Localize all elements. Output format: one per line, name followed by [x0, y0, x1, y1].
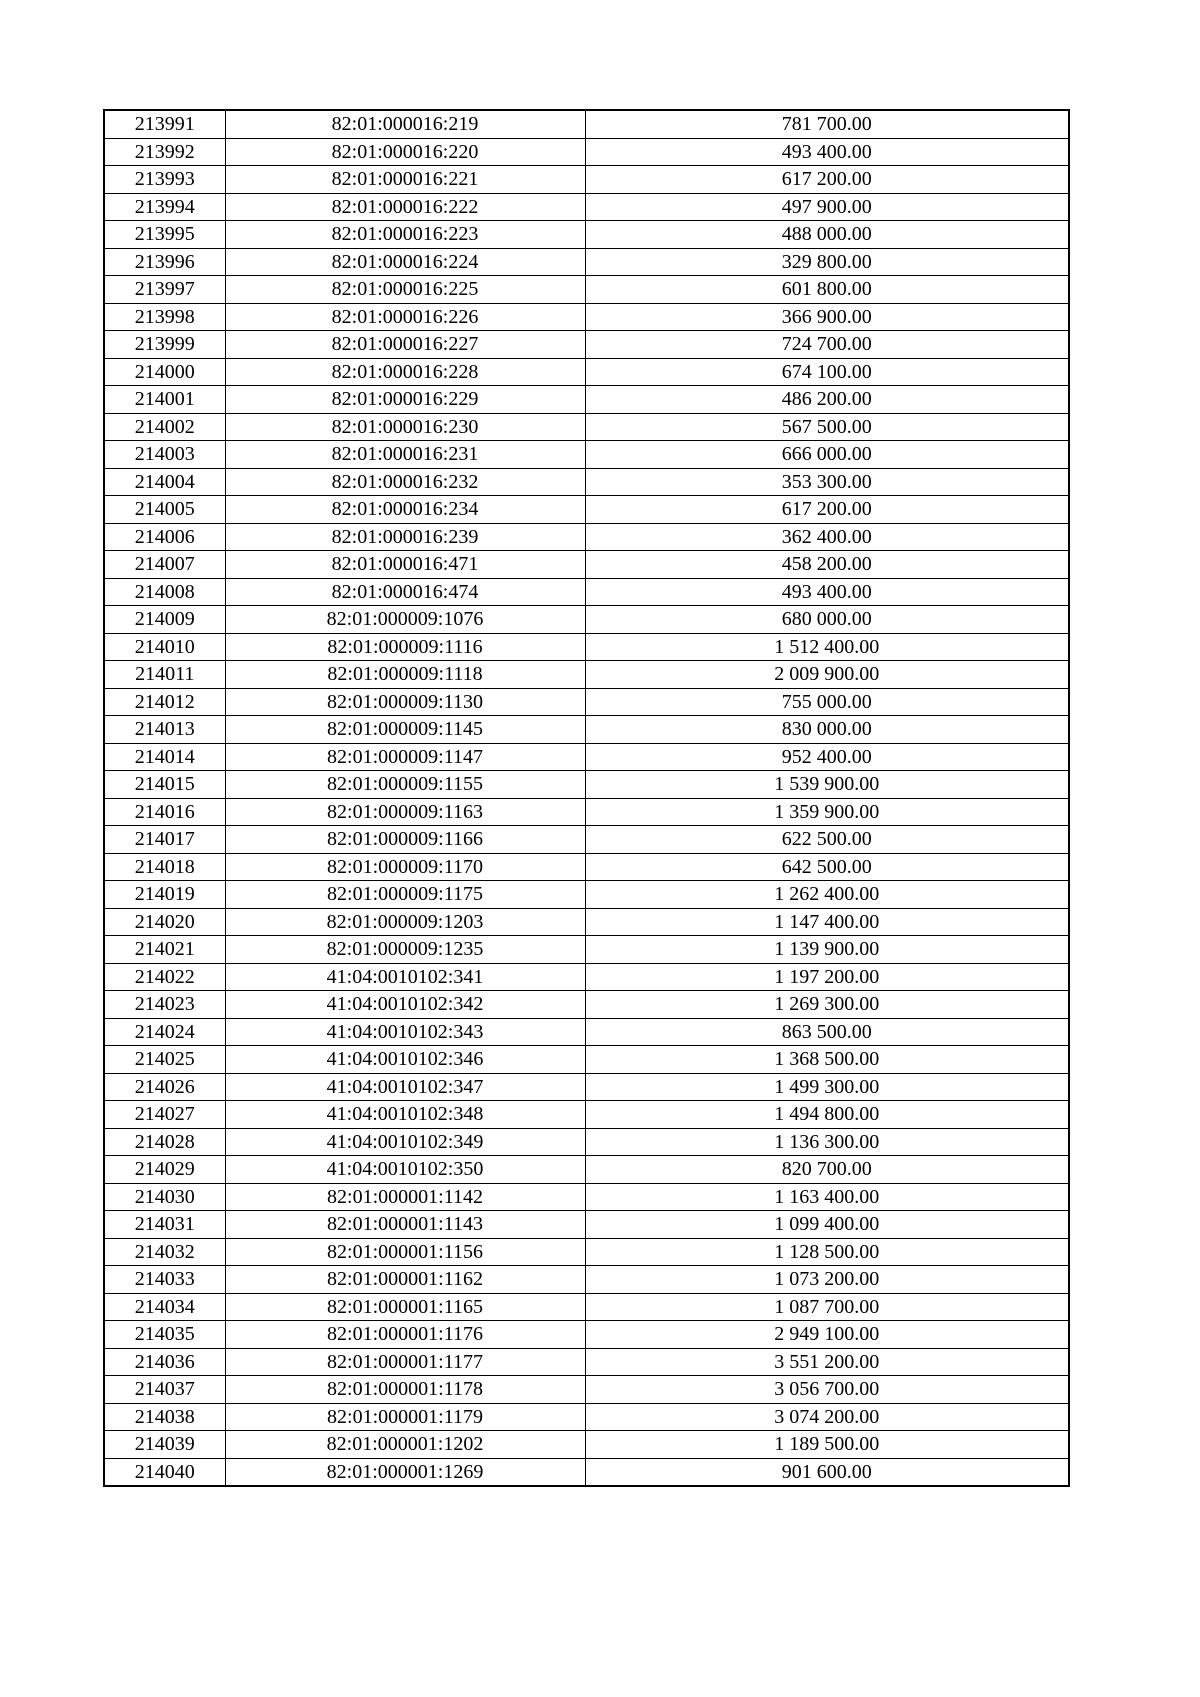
table-row [104, 1321, 1069, 1349]
table-row [104, 1376, 1069, 1404]
row-number-cell: 213995 [104, 221, 225, 249]
cadastral-value-cell: 3 074 200.00 [585, 1403, 1069, 1431]
row-number-cell: 213996 [104, 248, 225, 276]
cadastral-number-cell: 82:01:000016:220 [225, 138, 585, 166]
table-row [104, 523, 1069, 551]
row-number-cell: 213992 [104, 138, 225, 166]
table-row [104, 331, 1069, 359]
table-row [104, 138, 1069, 166]
row-number-cell: 214025 [104, 1046, 225, 1074]
cadastral-number-cell: 82:01:000016:223 [225, 221, 585, 249]
cadastral-value-cell: 493 400.00 [585, 138, 1069, 166]
cadastral-value-cell: 3 056 700.00 [585, 1376, 1069, 1404]
table-row [104, 633, 1069, 661]
table-row [104, 303, 1069, 331]
row-number-cell: 214031 [104, 1211, 225, 1239]
row-number-cell: 213999 [104, 331, 225, 359]
cadastral-number-cell: 82:01:000016:226 [225, 303, 585, 331]
cadastral-number-cell: 82:01:000009:1203 [225, 908, 585, 936]
table-row [104, 468, 1069, 496]
table-row [104, 413, 1069, 441]
cadastral-number-cell: 82:01:000016:219 [225, 110, 585, 138]
cadastral-value-cell: 1 128 500.00 [585, 1238, 1069, 1266]
row-number-cell: 214014 [104, 743, 225, 771]
table-row [104, 798, 1069, 826]
row-number-cell: 214019 [104, 881, 225, 909]
cadastral-number-cell: 82:01:000001:1143 [225, 1211, 585, 1239]
cadastral-number-cell: 82:01:000016:239 [225, 523, 585, 551]
table-row [104, 716, 1069, 744]
table-row [104, 1101, 1069, 1129]
row-number-cell: 214026 [104, 1073, 225, 1101]
cadastral-value-cell: 674 100.00 [585, 358, 1069, 386]
table-row [104, 688, 1069, 716]
cadastral-value-cell: 1 189 500.00 [585, 1431, 1069, 1459]
cadastral-number-cell: 82:01:000016:234 [225, 496, 585, 524]
table-row [104, 963, 1069, 991]
cadastral-value-cell: 863 500.00 [585, 1018, 1069, 1046]
row-number-cell: 214021 [104, 936, 225, 964]
row-number-cell: 214032 [104, 1238, 225, 1266]
cadastral-number-cell: 82:01:000016:221 [225, 166, 585, 194]
table-row [104, 193, 1069, 221]
table-row [104, 1128, 1069, 1156]
table-row [104, 1458, 1069, 1486]
cadastral-number-cell: 82:01:000009:1175 [225, 881, 585, 909]
cadastral-value-cell: 1 262 400.00 [585, 881, 1069, 909]
row-number-cell: 213993 [104, 166, 225, 194]
cadastral-value-cell: 486 200.00 [585, 386, 1069, 414]
cadastral-number-cell: 82:01:000009:1076 [225, 606, 585, 634]
cadastral-number-cell: 82:01:000009:1118 [225, 661, 585, 689]
cadastral-value-cell: 617 200.00 [585, 166, 1069, 194]
cadastral-number-cell: 82:01:000009:1170 [225, 853, 585, 881]
row-number-cell: 214004 [104, 468, 225, 496]
row-number-cell: 214016 [104, 798, 225, 826]
row-number-cell: 214007 [104, 551, 225, 579]
cadastral-number-cell: 82:01:000009:1163 [225, 798, 585, 826]
cadastral-value-cell: 1 073 200.00 [585, 1266, 1069, 1294]
row-number-cell: 214030 [104, 1183, 225, 1211]
cadastral-value-cell: 2 949 100.00 [585, 1321, 1069, 1349]
row-number-cell: 214013 [104, 716, 225, 744]
cadastral-number-cell: 82:01:000001:1162 [225, 1266, 585, 1294]
table-row [104, 1018, 1069, 1046]
table-row [104, 1431, 1069, 1459]
cadastral-value-cell: 366 900.00 [585, 303, 1069, 331]
cadastral-value-cell: 493 400.00 [585, 578, 1069, 606]
row-number-cell: 214017 [104, 826, 225, 854]
cadastral-value-cell: 458 200.00 [585, 551, 1069, 579]
row-number-cell: 214035 [104, 1321, 225, 1349]
cadastral-value-cell: 1 499 300.00 [585, 1073, 1069, 1101]
row-number-cell: 214029 [104, 1156, 225, 1184]
cadastral-value-cell: 1 368 500.00 [585, 1046, 1069, 1074]
table-row [104, 166, 1069, 194]
row-number-cell: 214011 [104, 661, 225, 689]
row-number-cell: 214038 [104, 1403, 225, 1431]
cadastral-number-cell: 82:01:000009:1147 [225, 743, 585, 771]
row-number-cell: 214039 [104, 1431, 225, 1459]
cadastral-value-cell: 952 400.00 [585, 743, 1069, 771]
table-row [104, 1183, 1069, 1211]
table-row [104, 551, 1069, 579]
row-number-cell: 214018 [104, 853, 225, 881]
table-row [104, 276, 1069, 304]
table-row [104, 221, 1069, 249]
cadastral-number-cell: 82:01:000016:228 [225, 358, 585, 386]
row-number-cell: 214001 [104, 386, 225, 414]
row-number-cell: 214037 [104, 1376, 225, 1404]
table-row [104, 853, 1069, 881]
cadastral-number-cell: 82:01:000009:1166 [225, 826, 585, 854]
row-number-cell: 214028 [104, 1128, 225, 1156]
table-row [104, 1293, 1069, 1321]
table-row [104, 1211, 1069, 1239]
row-number-cell: 214024 [104, 1018, 225, 1046]
cadastral-number-cell: 41:04:0010102:343 [225, 1018, 585, 1046]
cadastral-number-cell: 82:01:000016:225 [225, 276, 585, 304]
cadastral-value-cell: 820 700.00 [585, 1156, 1069, 1184]
cadastral-number-cell: 82:01:000001:1142 [225, 1183, 585, 1211]
cadastral-value-cell: 755 000.00 [585, 688, 1069, 716]
cadastral-value-cell: 1 359 900.00 [585, 798, 1069, 826]
cadastral-value-cell: 617 200.00 [585, 496, 1069, 524]
table-row [104, 661, 1069, 689]
table-row [104, 110, 1069, 138]
cadastral-number-cell: 82:01:000001:1177 [225, 1348, 585, 1376]
row-number-cell: 214008 [104, 578, 225, 606]
table-row [104, 358, 1069, 386]
cadastral-number-cell: 82:01:000009:1145 [225, 716, 585, 744]
cadastral-value-cell: 1 099 400.00 [585, 1211, 1069, 1239]
row-number-cell: 214034 [104, 1293, 225, 1321]
cadastral-value-cell: 680 000.00 [585, 606, 1069, 634]
row-number-cell: 214002 [104, 413, 225, 441]
row-number-cell: 214005 [104, 496, 225, 524]
row-number-cell: 214000 [104, 358, 225, 386]
cadastral-number-cell: 41:04:0010102:348 [225, 1101, 585, 1129]
cadastral-number-cell: 82:01:000001:1269 [225, 1458, 585, 1486]
cadastral-number-cell: 82:01:000016:474 [225, 578, 585, 606]
cadastral-number-cell: 82:01:000016:231 [225, 441, 585, 469]
row-number-cell: 213998 [104, 303, 225, 331]
row-number-cell: 214036 [104, 1348, 225, 1376]
table-row [104, 908, 1069, 936]
cadastral-value-cell: 724 700.00 [585, 331, 1069, 359]
row-number-cell: 214020 [104, 908, 225, 936]
table-row [104, 1238, 1069, 1266]
table-row [104, 826, 1069, 854]
cadastral-number-cell: 82:01:000009:1235 [225, 936, 585, 964]
row-number-cell: 214010 [104, 633, 225, 661]
cadastral-value-cell: 3 551 200.00 [585, 1348, 1069, 1376]
row-number-cell: 213994 [104, 193, 225, 221]
cadastral-value-cell: 1 136 300.00 [585, 1128, 1069, 1156]
table-body [104, 110, 1069, 1486]
cadastral-number-cell: 82:01:000001:1156 [225, 1238, 585, 1266]
table-row [104, 386, 1069, 414]
row-number-cell: 214003 [104, 441, 225, 469]
cadastral-number-cell: 82:01:000009:1116 [225, 633, 585, 661]
cadastral-number-cell: 82:01:000016:222 [225, 193, 585, 221]
row-number-cell: 213997 [104, 276, 225, 304]
table-row [104, 743, 1069, 771]
cadastral-number-cell: 82:01:000016:230 [225, 413, 585, 441]
row-number-cell: 213991 [104, 110, 225, 138]
cadastral-number-cell: 41:04:0010102:349 [225, 1128, 585, 1156]
table-row [104, 936, 1069, 964]
table-row [104, 1403, 1069, 1431]
cadastral-value-cell: 781 700.00 [585, 110, 1069, 138]
table-row [104, 606, 1069, 634]
table-row [104, 248, 1069, 276]
cadastral-number-cell: 82:01:000016:229 [225, 386, 585, 414]
table-row [104, 1266, 1069, 1294]
cadastral-number-cell: 41:04:0010102:342 [225, 991, 585, 1019]
cadastral-value-cell: 830 000.00 [585, 716, 1069, 744]
cadastral-value-cell: 601 800.00 [585, 276, 1069, 304]
cadastral-value-cell: 353 300.00 [585, 468, 1069, 496]
cadastral-value-cell: 642 500.00 [585, 853, 1069, 881]
cadastral-value-cell: 1 269 300.00 [585, 991, 1069, 1019]
cadastral-value-cell: 1 539 900.00 [585, 771, 1069, 799]
cadastral-value-cell: 2 009 900.00 [585, 661, 1069, 689]
table-row [104, 1073, 1069, 1101]
cadastral-number-cell: 82:01:000016:232 [225, 468, 585, 496]
table-row [104, 771, 1069, 799]
cadastral-number-cell: 82:01:000016:224 [225, 248, 585, 276]
cadastral-value-cell: 666 000.00 [585, 441, 1069, 469]
row-number-cell: 214006 [104, 523, 225, 551]
row-number-cell: 214040 [104, 1458, 225, 1486]
cadastral-number-cell: 82:01:000001:1165 [225, 1293, 585, 1321]
cadastral-number-cell: 82:01:000009:1155 [225, 771, 585, 799]
cadastral-value-cell: 362 400.00 [585, 523, 1069, 551]
row-number-cell: 214033 [104, 1266, 225, 1294]
cadastral-value-cell: 1 512 400.00 [585, 633, 1069, 661]
cadastral-number-cell: 82:01:000016:471 [225, 551, 585, 579]
row-number-cell: 214022 [104, 963, 225, 991]
cadastral-number-cell: 41:04:0010102:346 [225, 1046, 585, 1074]
table-row [104, 1156, 1069, 1184]
cadastral-number-cell: 82:01:000016:227 [225, 331, 585, 359]
cadastral-value-cell: 567 500.00 [585, 413, 1069, 441]
cadastral-number-cell: 41:04:0010102:350 [225, 1156, 585, 1184]
cadastral-number-cell: 41:04:0010102:341 [225, 963, 585, 991]
cadastral-value-cell: 901 600.00 [585, 1458, 1069, 1486]
cadastral-number-cell: 82:01:000009:1130 [225, 688, 585, 716]
cadastral-value-cell: 497 900.00 [585, 193, 1069, 221]
cadastral-value-cell: 1 494 800.00 [585, 1101, 1069, 1129]
table-row [104, 441, 1069, 469]
cadastral-value-cell: 1 087 700.00 [585, 1293, 1069, 1321]
cadastral-value-table [103, 109, 1070, 1487]
cadastral-value-cell: 329 800.00 [585, 248, 1069, 276]
cadastral-number-cell: 41:04:0010102:347 [225, 1073, 585, 1101]
row-number-cell: 214023 [104, 991, 225, 1019]
table-row [104, 578, 1069, 606]
table-row [104, 991, 1069, 1019]
table-row [104, 496, 1069, 524]
table-row [104, 1348, 1069, 1376]
cadastral-number-cell: 82:01:000001:1202 [225, 1431, 585, 1459]
table-row [104, 881, 1069, 909]
cadastral-number-cell: 82:01:000001:1178 [225, 1376, 585, 1404]
cadastral-value-cell: 1 139 900.00 [585, 936, 1069, 964]
table-row [104, 1046, 1069, 1074]
row-number-cell: 214012 [104, 688, 225, 716]
cadastral-number-cell: 82:01:000001:1179 [225, 1403, 585, 1431]
cadastral-value-cell: 622 500.00 [585, 826, 1069, 854]
row-number-cell: 214009 [104, 606, 225, 634]
cadastral-value-cell: 1 163 400.00 [585, 1183, 1069, 1211]
cadastral-value-cell: 488 000.00 [585, 221, 1069, 249]
cadastral-value-cell: 1 147 400.00 [585, 908, 1069, 936]
cadastral-number-cell: 82:01:000001:1176 [225, 1321, 585, 1349]
cadastral-value-cell: 1 197 200.00 [585, 963, 1069, 991]
row-number-cell: 214027 [104, 1101, 225, 1129]
row-number-cell: 214015 [104, 771, 225, 799]
